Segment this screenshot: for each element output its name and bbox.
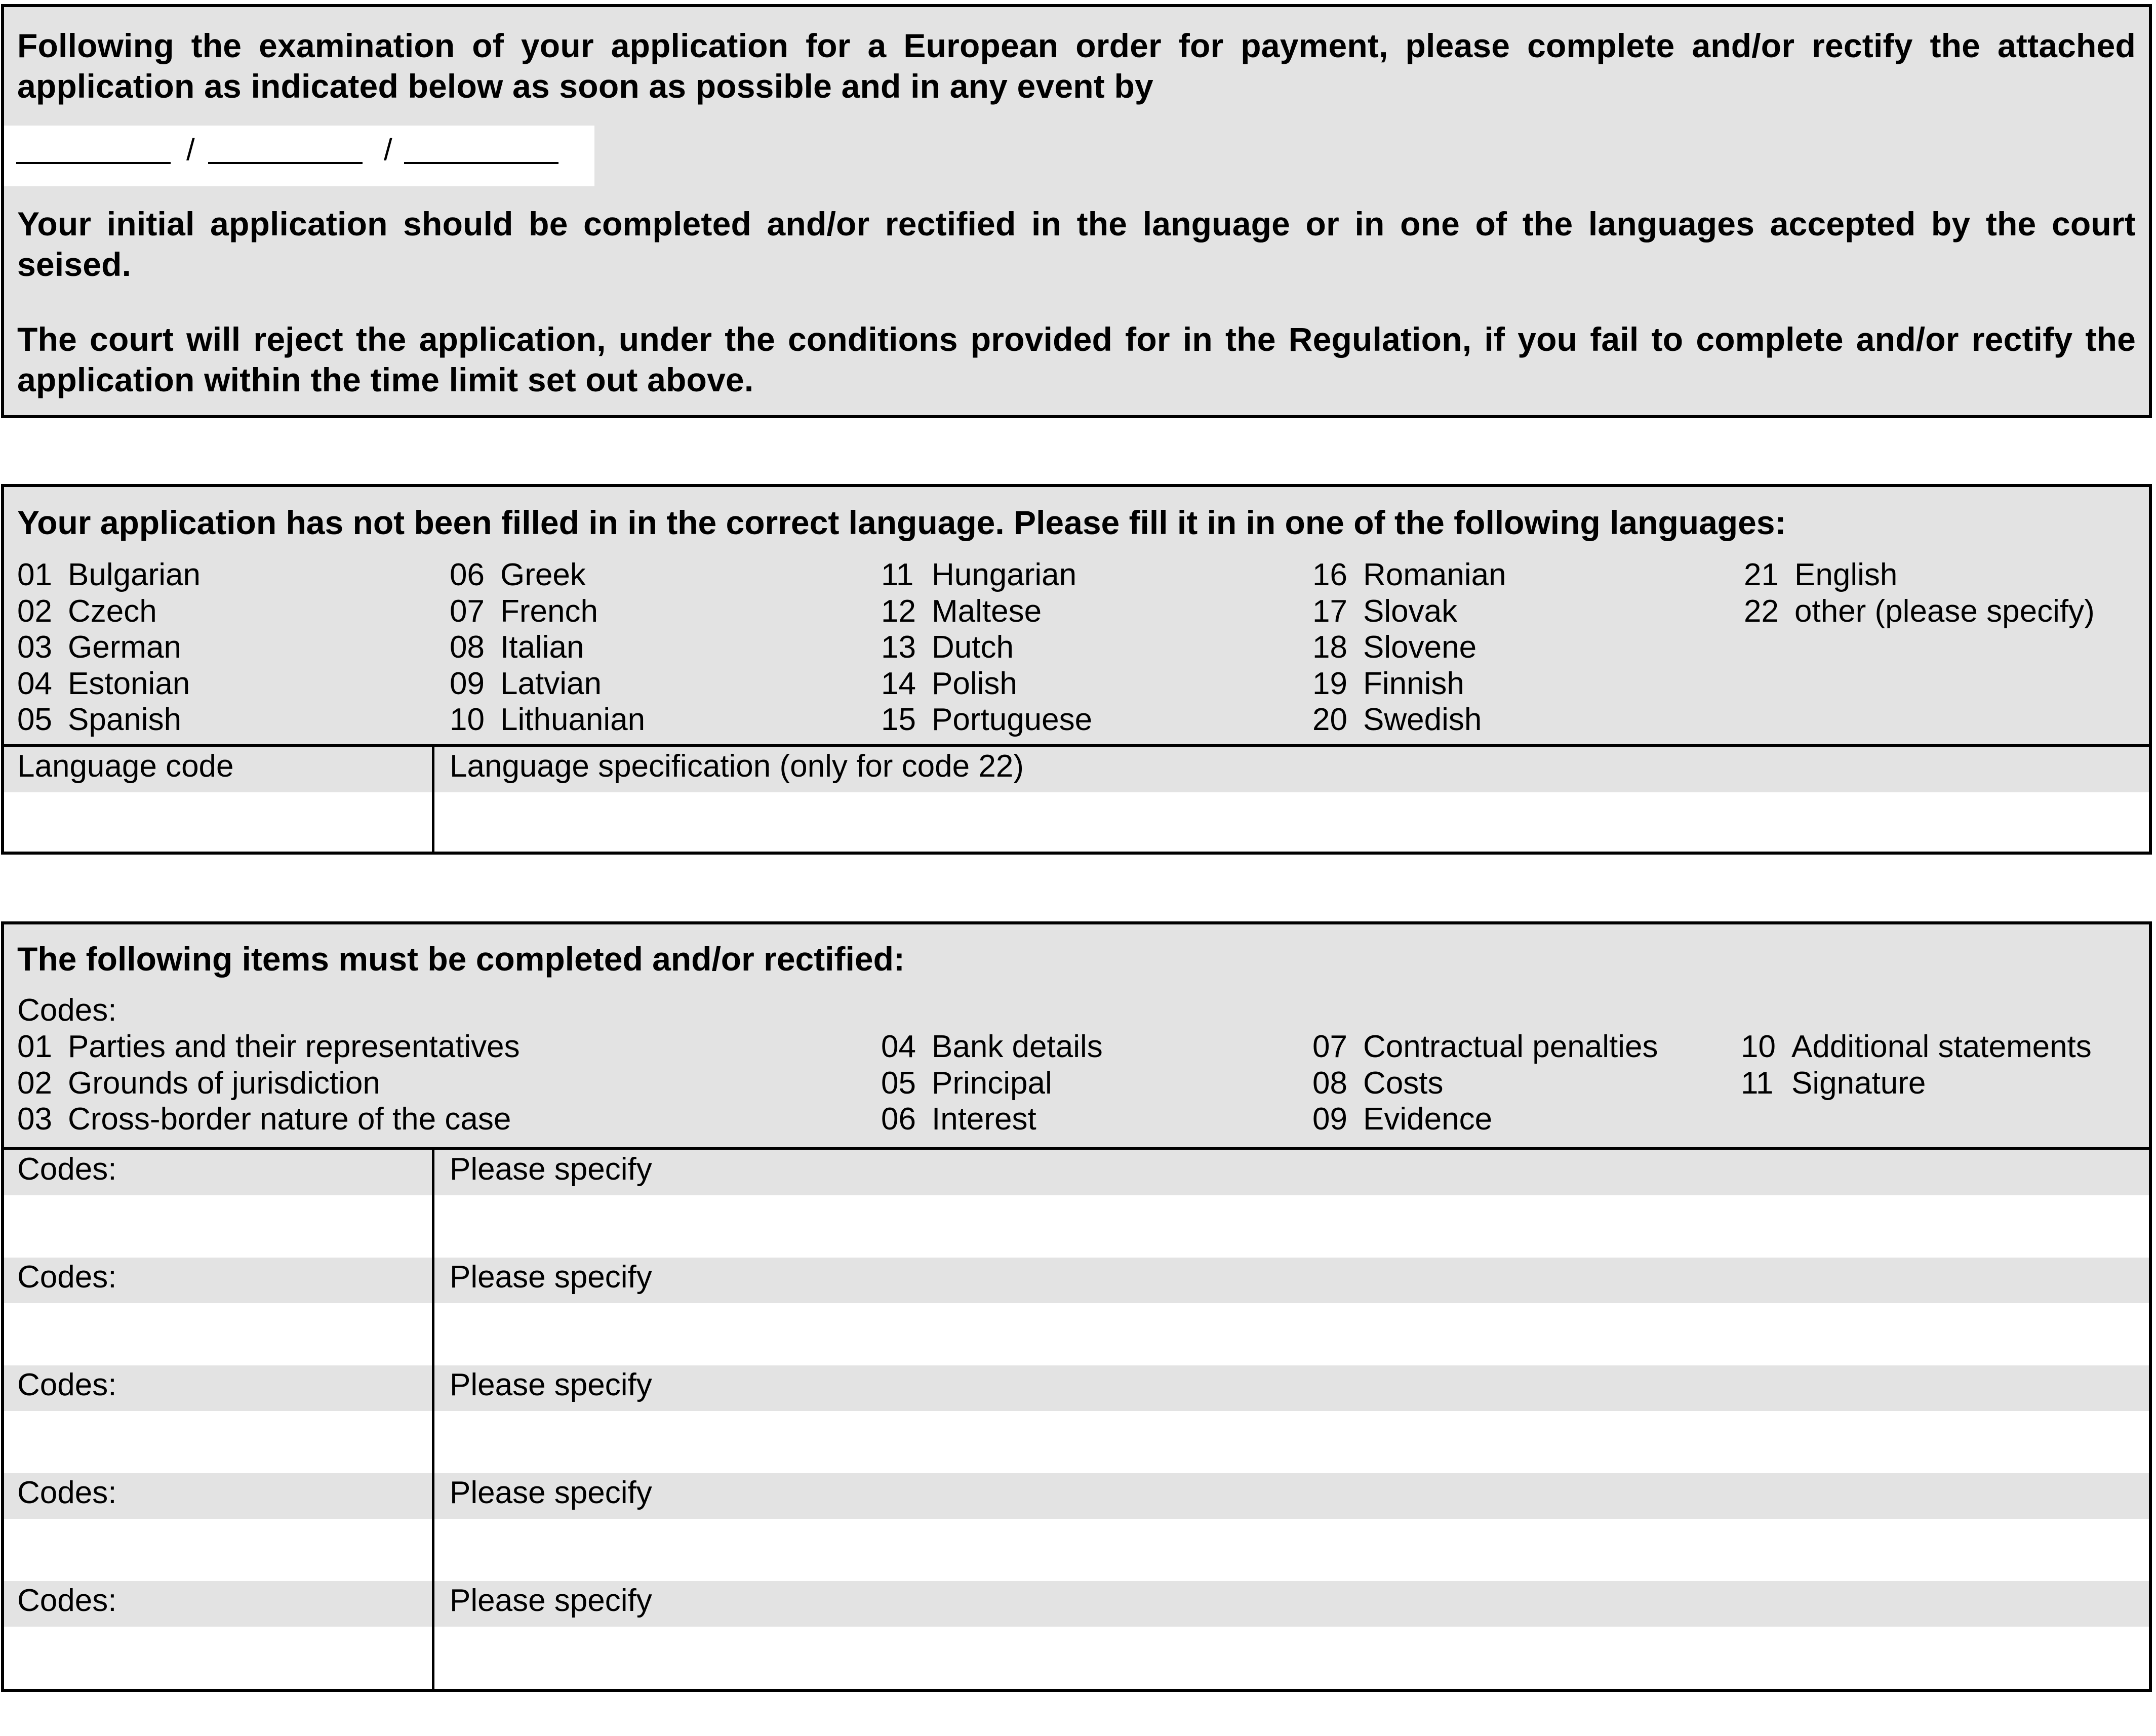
codes-legend-label: Codes:: [17, 993, 117, 1028]
entry-codes-label: Codes:: [17, 1475, 117, 1510]
language-label: Swedish: [1363, 702, 1482, 737]
item-code-option: [1312, 1101, 1658, 1138]
language-list-column-4: [1312, 557, 1506, 738]
language-code: 17: [1312, 593, 1347, 629]
language-code: 04: [17, 666, 52, 701]
item-label: Interest: [932, 1102, 1036, 1137]
language-option: [1744, 593, 2095, 630]
language-label: Estonian: [68, 666, 190, 701]
entry-specify-label: Please specify: [450, 1475, 652, 1510]
language-code: 05: [17, 702, 52, 737]
language-option: [450, 557, 645, 593]
language-option: [450, 666, 645, 702]
entry-specify-input[interactable]: [434, 1303, 2149, 1365]
divider: [4, 1147, 2149, 1150]
language-label: Bulgarian: [68, 557, 201, 592]
divider: [4, 744, 2149, 747]
language-option: [450, 593, 645, 630]
item-label: Parties and their representatives: [68, 1029, 520, 1064]
language-option: [1312, 557, 1506, 593]
language-label: Latvian: [500, 666, 602, 701]
language-option: [1744, 557, 2095, 593]
language-code: 19: [1312, 666, 1347, 701]
language-label: Portuguese: [932, 702, 1093, 737]
language-note-text: Your initial application should be completed and/or rectified in the language or in one of the languages accepted by the court seised.: [17, 205, 2136, 283]
language-code: 06: [450, 557, 485, 592]
language-label: Dutch: [932, 630, 1014, 665]
items-section: [1, 921, 2152, 1692]
date-separator: /: [384, 133, 392, 167]
language-code: 13: [881, 630, 916, 665]
language-code: 21: [1744, 557, 1779, 592]
item-label: Grounds of jurisdiction: [68, 1065, 380, 1101]
item-code: 03: [17, 1102, 52, 1137]
items-list-column-2: [881, 1029, 1103, 1138]
language-option: [450, 629, 645, 666]
language-spec-input[interactable]: [434, 792, 2149, 852]
rejection-note-text: The court will reject the application, under the conditions provided for in the Regulation, if you fail to complete and/or rectify the application within the time limit set out above.: [17, 320, 2136, 398]
language-code: 14: [881, 666, 916, 701]
language-code: 09: [450, 666, 485, 701]
entry-specify-input[interactable]: [434, 1411, 2149, 1473]
language-code-input[interactable]: [4, 792, 432, 852]
language-label: Slovene: [1363, 630, 1477, 665]
language-code: 12: [881, 593, 916, 629]
column-divider: [432, 1148, 434, 1689]
item-code-option: [17, 1065, 520, 1102]
language-option: [1312, 629, 1506, 666]
language-option: [881, 666, 1092, 702]
item-code-option: [17, 1029, 520, 1065]
language-code: 01: [17, 557, 52, 592]
language-list-column-5: [1744, 557, 2095, 629]
entry-specify-input[interactable]: [434, 1519, 2149, 1581]
entry-codes-input[interactable]: [4, 1627, 432, 1689]
language-option: [881, 702, 1092, 738]
language-label: Spanish: [68, 702, 182, 737]
item-code-option: [1312, 1065, 1658, 1102]
entry-codes-input[interactable]: [4, 1303, 432, 1365]
item-code: 11: [1741, 1065, 1774, 1101]
entry-codes-input[interactable]: [4, 1195, 432, 1258]
language-label: Polish: [932, 666, 1017, 701]
language-label: Greek: [500, 557, 586, 592]
date-separator: /: [186, 133, 195, 167]
deadline-month-input[interactable]: [208, 162, 363, 164]
item-code-option: [1741, 1065, 2092, 1102]
entry-codes-label: Codes:: [17, 1583, 117, 1618]
item-label: Additional statements: [1791, 1029, 2092, 1064]
language-label: Maltese: [932, 593, 1042, 629]
language-label: Hungarian: [932, 557, 1077, 592]
notice-panel: [1, 4, 2152, 418]
notice-intro-text: Following the examination of your application for a European order for payment, please complete and/or rectify the attached application as indicated below as soon as possible and in any event by: [17, 27, 2136, 105]
language-list-column-3: [881, 557, 1092, 738]
language-option: [17, 593, 201, 630]
language-list-column-2: [450, 557, 645, 738]
language-option: [1312, 666, 1506, 702]
item-code: 10: [1741, 1029, 1776, 1064]
item-code: 01: [17, 1029, 52, 1064]
item-label: Bank details: [932, 1029, 1103, 1064]
language-option: [17, 629, 201, 666]
item-code: 09: [1312, 1102, 1347, 1137]
language-code: 07: [450, 593, 485, 629]
entry-specify-label: Please specify: [450, 1367, 652, 1402]
language-label: Lithuanian: [500, 702, 646, 737]
deadline-date-field: [4, 126, 594, 186]
language-code: 11: [881, 557, 914, 592]
language-option: [17, 557, 201, 593]
language-label: Italian: [500, 630, 584, 665]
items-list-column-4: [1741, 1029, 2092, 1101]
item-label: Costs: [1363, 1065, 1444, 1101]
item-code: 07: [1312, 1029, 1347, 1064]
item-code: 04: [881, 1029, 916, 1064]
item-code: 02: [17, 1065, 52, 1101]
language-list-column-1: [17, 557, 201, 738]
item-label: Principal: [932, 1065, 1052, 1101]
language-section: [1, 484, 2152, 855]
item-label: Evidence: [1363, 1102, 1493, 1137]
deadline-year-input[interactable]: [404, 162, 558, 164]
language-code: 02: [17, 593, 52, 629]
language-code: 20: [1312, 702, 1347, 737]
item-code-option: [881, 1029, 1103, 1065]
column-divider: [432, 745, 434, 852]
language-option: [881, 557, 1092, 593]
item-code: 06: [881, 1102, 916, 1137]
language-option: [1312, 593, 1506, 630]
language-code: 18: [1312, 630, 1347, 665]
language-option: [17, 666, 201, 702]
language-option: [881, 593, 1092, 630]
language-label: Slovak: [1363, 593, 1458, 629]
items-list-column-3: [1312, 1029, 1658, 1138]
language-label: French: [500, 593, 598, 629]
item-code-option: [881, 1065, 1103, 1102]
item-label: Signature: [1791, 1065, 1926, 1101]
language-label: other (please specify): [1794, 593, 2095, 629]
language-label: Romanian: [1363, 557, 1506, 592]
language-option: [881, 629, 1092, 666]
language-label: Finnish: [1363, 666, 1464, 701]
entry-codes-label: Codes:: [17, 1152, 117, 1187]
entry-specify-label: Please specify: [450, 1152, 652, 1187]
item-label: Contractual penalties: [1363, 1029, 1658, 1064]
language-label: German: [68, 630, 181, 665]
language-option: [17, 702, 201, 738]
item-code-option: [17, 1101, 520, 1138]
deadline-day-input[interactable]: [16, 162, 171, 164]
entry-specify-input[interactable]: [434, 1195, 2149, 1258]
entry-specify-label: Please specify: [450, 1260, 652, 1295]
item-label: Cross-border nature of the case: [68, 1102, 511, 1137]
item-code: 08: [1312, 1065, 1347, 1101]
item-code: 05: [881, 1065, 916, 1101]
entry-codes-input[interactable]: [4, 1519, 432, 1581]
items-section-heading: The following items must be completed and/or rectified:: [17, 940, 905, 978]
language-code: 22: [1744, 593, 1779, 629]
language-code: 15: [881, 702, 916, 737]
entry-specify-label: Please specify: [450, 1583, 652, 1618]
entry-codes-label: Codes:: [17, 1260, 117, 1295]
item-code-option: [1312, 1029, 1658, 1065]
entry-codes-label: Codes:: [17, 1367, 117, 1402]
language-code: 16: [1312, 557, 1347, 592]
entry-specify-input[interactable]: [434, 1627, 2149, 1689]
language-code-label: Language code: [17, 749, 234, 784]
language-option: [1312, 702, 1506, 738]
entry-codes-input[interactable]: [4, 1411, 432, 1473]
language-spec-label: Language specification (only for code 22): [450, 749, 1024, 784]
language-option: [450, 702, 645, 738]
item-code-option: [1741, 1029, 2092, 1065]
items-list-column-1: [17, 1029, 520, 1138]
item-code-option: [881, 1101, 1103, 1138]
language-label: Czech: [68, 593, 157, 629]
language-section-heading: Your application has not been filled in in the correct language. Please fill it in in one of the following languages:: [17, 504, 1786, 541]
language-code: 10: [450, 702, 485, 737]
language-code: 03: [17, 630, 52, 665]
language-label: English: [1794, 557, 1898, 592]
language-code: 08: [450, 630, 485, 665]
